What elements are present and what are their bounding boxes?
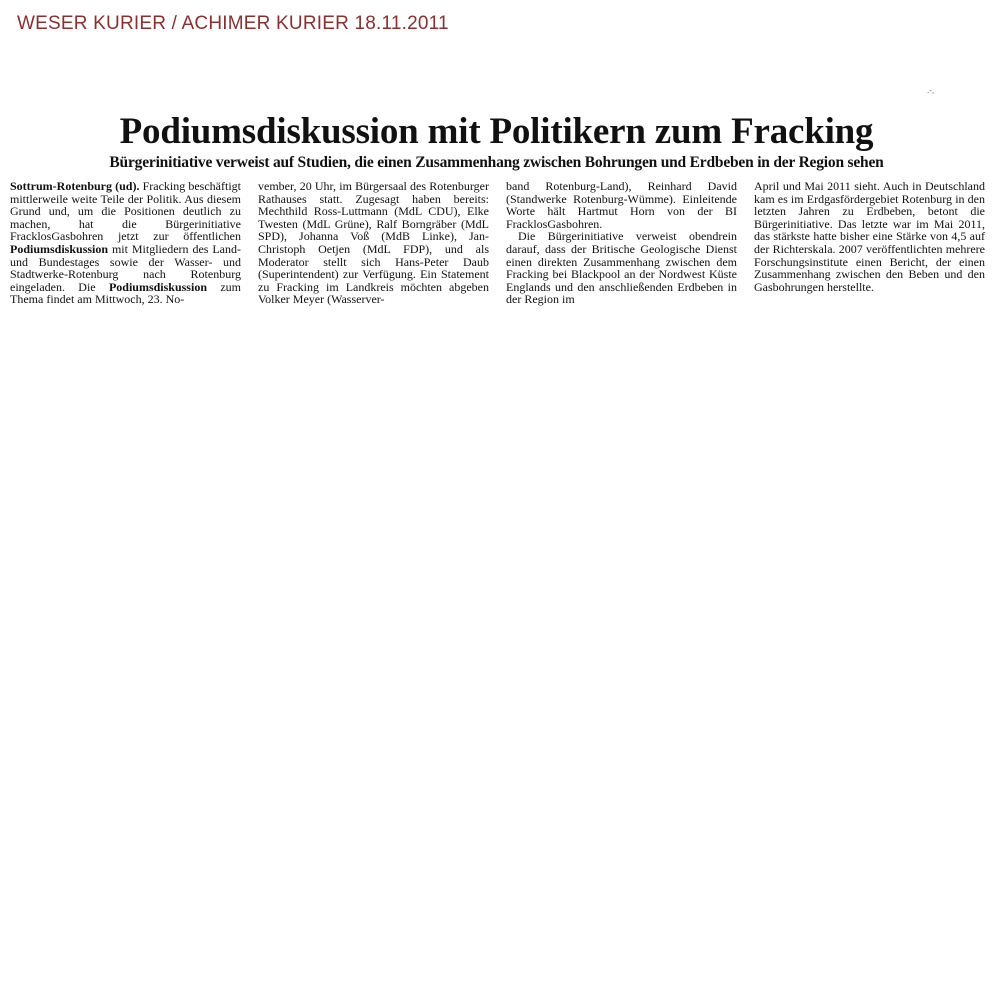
article-headline: Podiumsdiskussion mit Politikern zum Fracking [119,111,874,152]
paragraph: April und Mai 2011 sieht. Auch in Deutschland kam es im Erdgasfördergebiet Rotenburg in den letzten Jahren zu Erdbeben, betont die Bürgerinitiative. Das letzte war im Mai 2011, das stärkste hatte bisher eine Stärke von 4,5 auf der Richterskala. 2007 veröffentlichten mehrere Forschungsinstitute einen Bericht, der einen Zusammenhang zwischen den Beben und den Gasbohrungen herstellte. [754,179,985,294]
bold-term: Podiumsdiskussion [108,279,207,294]
paragraph: vember, 20 Uhr, im Bürgersaal des Rotenburger Rathauses statt. Zugesagt haben bereits: Mechthild Ross-Luttmann (MdL CDU), Elke Twesten (MdL Grüne), Ralf Borngräber (MdL SPD), Johanna Voß (MdB Linke), Jan-Christoph Oetjen (MdL FDP), und als Moderator stellt sich Hans-Peter Daub (Superintendent) zur Verfügung. Ein Statement zu Fracking im Landkreis möchten abgeben Volker Meyer (Wasserver- [258,179,489,307]
article-column-3 [506,180,737,306]
newspaper-source-line: WESER KURIER / ACHIMER KURIER 18.11.2011 [17,13,449,34]
body-text: Fracking beschäftigt mittlerweile weite Teile der Politik. Aus diesem Grund und, um die Positionen deutlich zu machen, hat die Bürgerinitiative FracklosGasbohren jetzt zur öffentlichen [10,179,241,244]
paragraph: Die Bürgerinitiative verweist obendrein darauf, dass der Britische Geologische Dienst einen direkten Zusammenhang zwischen dem Fracking bei Blackpool an der Nordwest Küste Englands und den anschließenden Erdbeben in der Region im [506,229,737,307]
article-column-2 [258,180,489,306]
paragraph [10,180,241,306]
body-text: mit Mitgliedern des Land- und Bundestages sowie der Wasser- und Stadtwerke-Rotenburg nach Rotenburg eingeladen. Die [10,241,241,294]
article-column-1 [10,180,241,306]
article-subheadline: Bürgerinitiative verweist auf Studien, die einen Zusammenhang zwischen Bohrungen und Erdbeben in der Region sehen [109,154,884,171]
dateline: Sottrum-Rotenburg (ud). [10,179,140,193]
paragraph: band Rotenburg-Land), Reinhard David (Standwerke Rotenburg-Wümme). Einleitende Worte hält Hartmut Horn von der BI FracklosGasbohren. [506,179,737,231]
article-column-4 [754,180,985,293]
body-text: zum Thema findet am Mittwoch, 23. No- [10,279,241,307]
bold-term: Podiumsdiskussion [10,241,109,256]
scan-mark: .-, [927,86,935,95]
